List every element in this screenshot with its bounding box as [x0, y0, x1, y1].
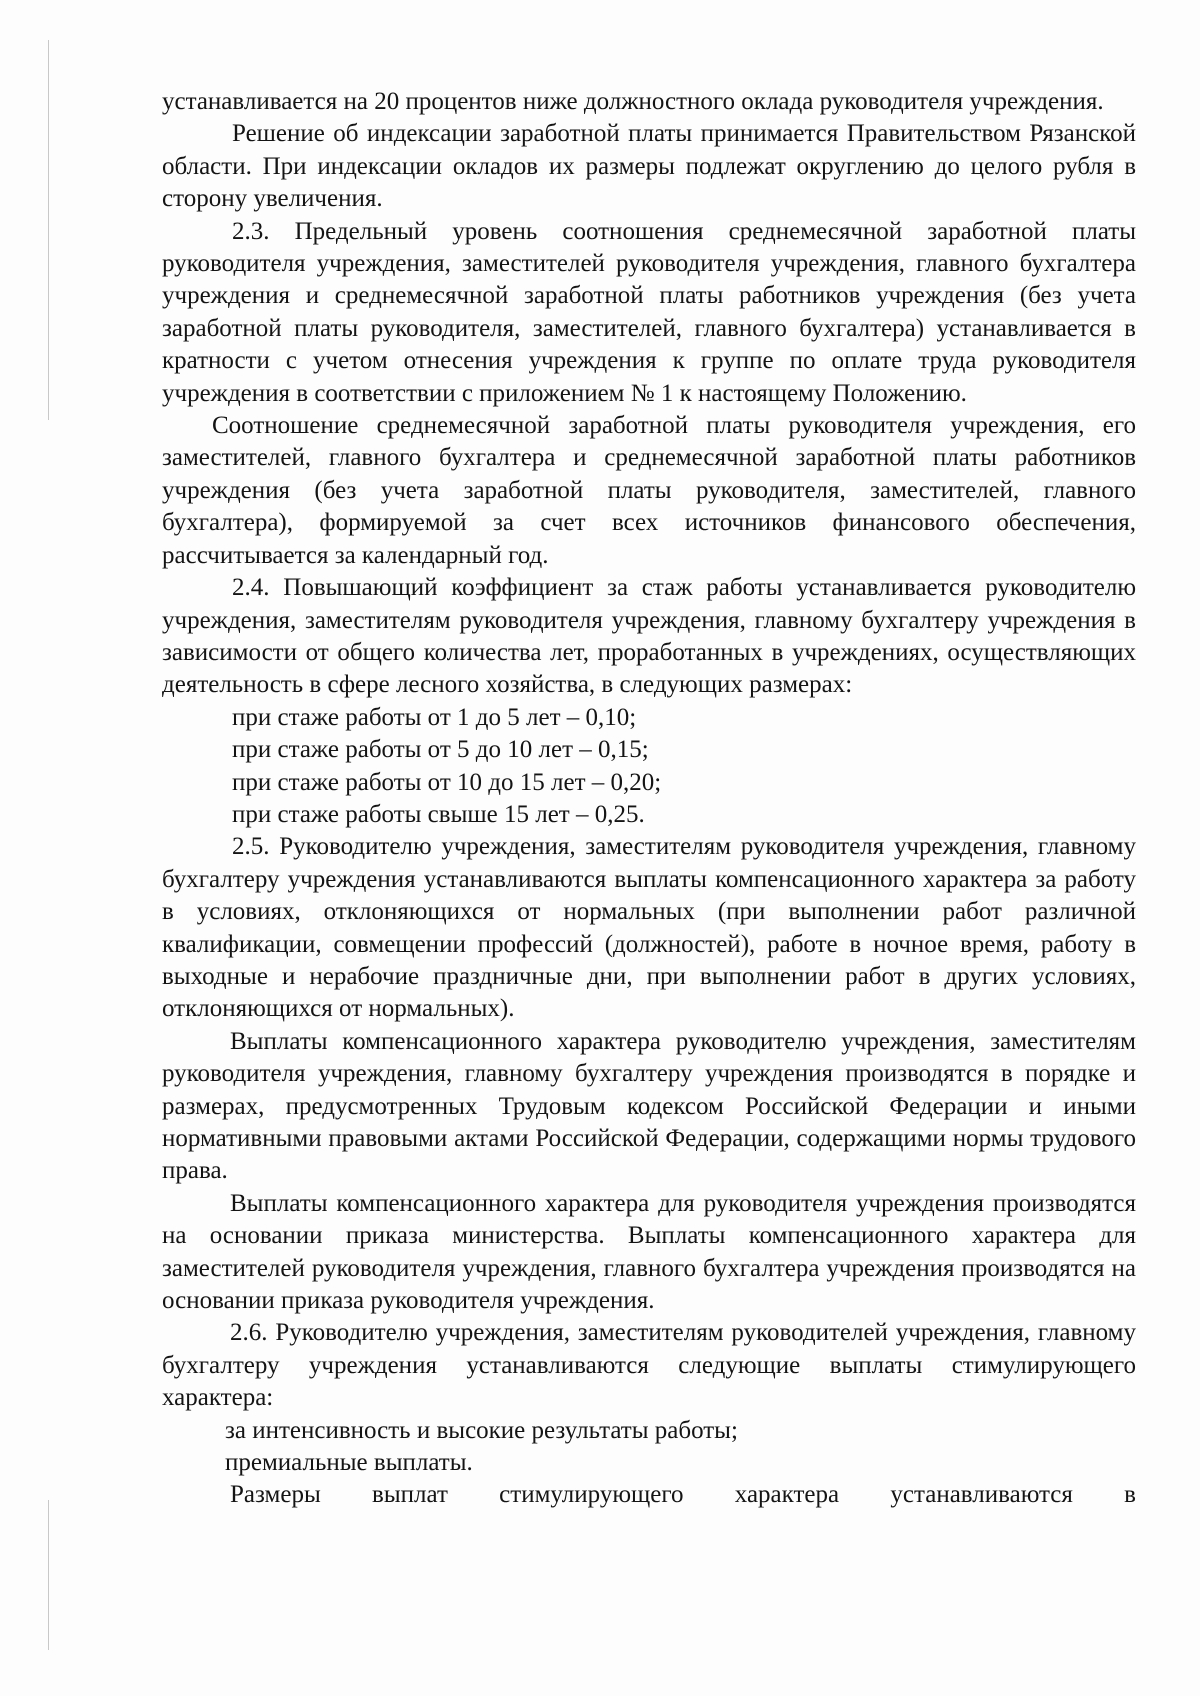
list-item-coefficient: при стаже работы свыше 15 лет – 0,25.: [232, 800, 645, 828]
list-item-incentive: премиальные выплаты.: [225, 1449, 473, 1477]
paragraph-indexation: Решение об индексации заработной платы принимается Правительством Рязанской области. При индексации окладов их размеры подлежат округлению до целого рубля в сторону увеличения.: [162, 120, 1136, 213]
paragraph-compensation-order: Выплаты компенсационного характера руководителю учреждения, заместителям руководителя учреждения, главному бухгалтеру учреждения производятся в порядке и размерах, предусмотренных Трудовым кодексом Российской Федерации и иными нормативными правовыми актами Российской Федерации, содержащими нормы трудового права.: [162, 1027, 1136, 1185]
paragraph-2-5: 2.5. Руководителю учреждения, заместителям руководителя учреждения, главному бухгалтеру учреждения устанавливаются выплаты компенсационного характера за работу в условиях, отклоняющихся от нормальных (при выполнении работ различной квалификации, совмещении профессий (должностей), работе в ночное время, работу в выходные и нерабочие праздничные дни, при выполнении работ в других условиях, отклоняющихся от нормальных).: [162, 833, 1136, 1023]
paragraph-ratio: Соотношение среднемесячной заработной платы руководителя учреждения, его заместителей, главного бухгалтера и среднемесячной заработной платы работников учреждения (без учета заработной платы руководителя, заместителей, главного бухгалтера), формируемой за счет всех источников финансового обеспечения, рассчитывается за календарный год.: [162, 412, 1136, 569]
scan-margin-line: [48, 1500, 49, 1650]
paragraph-incentive-sizes: Размеры выплат стимулирующего характера устанавливаются в: [230, 1481, 1136, 1509]
list-item-coefficient: при стаже работы от 1 до 5 лет – 0,10;: [232, 703, 637, 731]
list-item-coefficient: при стаже работы от 10 до 15 лет – 0,20;: [232, 768, 662, 796]
paragraph-continuation: устанавливается на 20 процентов ниже должностного оклада руководителя учреждения.: [162, 88, 1104, 115]
document-body: [162, 86, 1136, 1512]
paragraph-2-4: 2.4. Повышающий коэффициент за стаж работы устанавливается руководителю учреждения, заместителям руководителя учреждения, главному бухгалтеру учреждения в зависимости от общего количества лет, проработанных в учреждениях, осуществляющих деятельность в сфере лесного хозяйства, в следующих размерах:: [162, 574, 1136, 699]
list-item-coefficient: при стаже работы от 5 до 10 лет – 0,15;: [232, 736, 649, 764]
paragraph-2-6: 2.6. Руководителю учреждения, заместителям руководителей учреждения, главному бухгалтеру учреждения устанавливаются следующие выплаты стимулирующего характера:: [162, 1319, 1136, 1412]
list-item-incentive: за интенсивность и высокие результаты работы;: [225, 1416, 738, 1444]
paragraph-compensation-basis: Выплаты компенсационного характера для руководителя учреждения производятся на основании приказа министерства. Выплаты компенсационного характера для заместителей руководителя учреждения, главного бухгалтера учреждения производятся на основании приказа руководителя учреждения.: [162, 1189, 1136, 1315]
paragraph-2-3: 2.3. Предельный уровень соотношения среднемесячной заработной платы руководителя учреждения, заместителей руководителя учреждения, главного бухгалтера учреждения и среднемесячной заработной платы работников учреждения (без учета заработной платы руководителя, заместителей, главного бухгалтера) устанавливается в кратности с учетом отнесения учреждения к группе по оплате труда руководителя учреждения в соответствии с приложением № 1 к настоящему Положению.: [162, 217, 1136, 407]
scan-margin-line: [48, 40, 49, 420]
